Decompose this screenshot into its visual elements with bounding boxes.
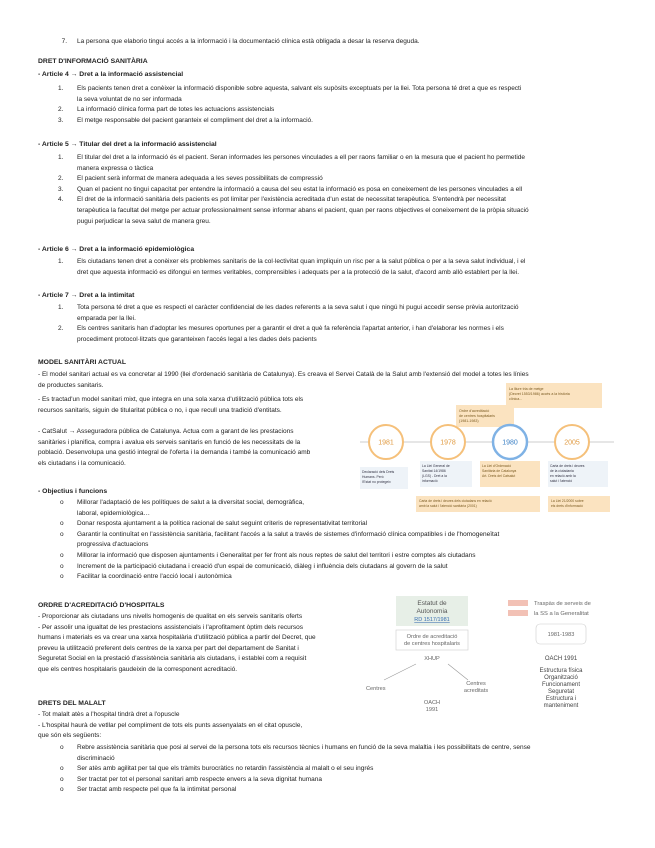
- objective-text: laboral, epidemiològica…: [77, 509, 150, 517]
- objective-text: Millorar l'adaptació de les polítiques de salut a la diversitat social, demogràfica,: [77, 499, 305, 506]
- note-text: Carta de drets i deures dels ciutadans en relació: [419, 499, 492, 503]
- note-text: Declaració dels Drets: [362, 470, 395, 474]
- subsection-title: - Objectius i funcions: [38, 488, 108, 495]
- oach-label: 1991: [425, 707, 439, 713]
- bullet-marker: o: [60, 786, 64, 794]
- year-label: 1978: [440, 439, 456, 447]
- note-text: La Llei 21/2000 sobre: [551, 499, 584, 503]
- document-page: 7. La persona que elaborio tingui accés a la informació i la documentació clínica està obligada a desar la reserva deguda. DRET D'INFORMACIÓ SANITÀRIA - Article 4 → Dret a la informació assistencial 1. Els pacients tenen dret a conèixer la informació disponible sobre aquesta, salvant els supòsits exceptuats per la llei. Tota persona té dret a que es respecti la seva voluntat de no ser informada 2. La informació clínica forma part de totes les actuacions assistencials 3. El metge responsable del pacient garanteix el compliment del dret a la informació. - Article 5 → Titular del dret a la informació assistencial 1. El titular del dret a la informació és el pacient. Seran informades les persones vinculades a ell per raons familiar o en la mesura que el pacient ho permetide manera expressa o tàctica 2. El pacient serà informat de manera adequada a les seves possibilitats de compressió 3. Quan el pacient no tingui capacitat per entendre la informació a causa del seu estat la informació es posa en coneixement de les persones vinculades a ell 4. El dret de la informació sanitària dels pacients es pot limitar per l'existència acreditada d'un estat de necessitat terapèutica. S'entendrà per necessitat terapèutica la facultat del metge per actuar professionalment sense informar abans el pacient, quan per raons objectives el coneixement de la pròpia situació pugui perjudicar la seva salut de manera greu. - Article 6 → Dret a la informació epidemiològica 1. Els ciutadans tenen dret a conèixer els problemes sanitaris de la col·lectivitat quan impliquin un risc per a la salut pública o per a la seva salut individual, i el dret que aquesta informació es difongui en termes veritables, comprensibles i adequats per a la protecció de la salut, d'acord amb allò establert per la llei. - Article 7 → Dret a la intimitat 1. Tota persona té dret a que es respecti el caràcter confidencial de les dades referents a la seva salut i que ningú hi pugui accedir sense prèvia autorització emparada per la llei. 2. Els centres sanitaris han d'adoptar les mesures oportunes per a garantir el dret a què fa referència l'apartat anterior, i han d'elaborar les normes i els procediment protocol·litzats que garanteixen l'accés legal a les dades dels pacients MODEL SANITÀRI ACTUAL - El model sanitari actual es va concretar al 1990 (llei d'ordenació sanitària de Catalunya). Es creava el Servei Català de la Salut amb l'extensió del model a totes les línies de productes sanitaris. - Es tractad'un model sanitari mixt, que integra en una sola xarxa d'utilització pública tots els recursos sanitaris, siguin de titularitat pública o no, i que recull una tradició d'entitats. - CatSalut → Asseguradora pública de Catalunya. Actua com a garant de les prestacions sanitàries i planifica, compra i avalua els serveis sanitaris en funció de les necessitats de la població. Desenvolupa una gestió integral de l'oferta i la demanda i també la comunicació amb els ciutadans i la comunicació. - Objectius i funcions o Millorar l'adaptació de les polítiques de salut a la diversitat social, demogràfica, laboral, epidemiològica… o Donar resposta ajuntament a la política racional de salut seguint criteris de representativitat territorial o Garantir la continuïtat en l'assistència sanitària, facilitant l'accés a la salut a través de sistemes d'informació clínica compatibles i de l'homogeneïtat progressiva d'actuacions o Millorar la informació que disposen ajuntaments i Generalitat per fer front als nous reptes de salut del territori i estre comptes als ciutadans o Increment de la participació ciutadana i creació d'un espai de comunicació, diàleg i influència dels ciutadans al govern de la salut o Facilitar la coordinació entre l'acció local i autonòmica La lliure tria de metge (Decret 1553/1986) accés a la història clínica... Ordre d'acreditació de centres hospitalaris (1981-1983) 1981 1978 1980 2005 Declaració dels Drets Humans. Però l'Estat no protegeix La Llei General de Sanitat 14/1986 (LGS) - Dret a la informació La Llei d'Ordenació Sanitària de Catalunya Art. Drets del Catsalut Carta de drets i deures de la ciutadania en relació amb la salut i l'atenció Carta de drets i deures dels ciutadans en relació amb la salut i l'atenció sanitària (2001) La Llei 21/2000 sobre els drets d'informació ORDRE D'ACREDITACIÓ D'HOSPITALS - Proporcionar als ciutadans uns nivells homogenis de qualitat en els serveis sanitaris oferts - Per assolir una igualtat de les prestacions assistencials i l'aprofitament òptim dels recursos humans i materials es va crear una xarxa hospitalària d'utilització pública a partir del Decret, que preveu la utilització preferent dels centres de la xarxa per part del departament de Sanitat i Seguretat Social en la prestació d'assistència sanitària als ciutadans, i establei com a requisit que els centres hospitalaris gaudeixin de la corresponent acreditació. Estatut de Autonomia RD 1517/1981 Ordre de acreditació de centres hospitalaris Traspàs de serveis de la SS a la Generalitat 1981-1983 XHUP Centres Centres acreditats OACH 1991 OACH 1991 Estructura física Organització Funcionament Seguretat Estructura i manteniment DRETS DEL MALALT - Tot malalt atès a l'hospital tindrà dret a l'opuscle - L'hospital haurà de vetllar pel compliment de tots els punts assenyalats en el citat opuscle, que són els següents: o Rebre assistència sanitària que posi al servei de la persona tots els recursos tècnics i humans en funció de la seva malaltia i les possibilitats de centre, sense discriminació o Ser atès amb agilitat per tal que els tràmits burocràtics no retardin l'assistència al malalt o el seu ingrés o Ser tractat per tot el personal sanitari amb respecte envers a la seva dignitat humana o Ser tractat amb respecte pel que fa la intimitat personal: [0, 0, 655, 848]
- paragraph-line: - Proporcionar als ciutadans uns nivells homogenis de qualitat en els serveis sanitaris oferts: [38, 613, 303, 620]
- note-text: en relació amb la: [550, 474, 576, 478]
- oach-item: Estructura i: [545, 696, 577, 702]
- list-item-text: emparada per la llei.: [77, 314, 136, 322]
- centres-acreditats-label: Centres: [466, 681, 486, 687]
- patient-right-text: Ser tractat amb respecte pel que fa la intimitat personal: [77, 786, 237, 794]
- objective-text: Garantir la continuïtat en l'assistència sanitària, facilitant l'accés a la salut a través de sistemes d'informació clínica compatibles i de l'homogeneïtat: [77, 530, 500, 538]
- objective-text: progressiva d'actuacions: [77, 541, 149, 549]
- xhup-label: XHUP: [424, 656, 440, 662]
- traspas-label: Traspàs de serveis de: [534, 601, 591, 607]
- patient-right-text: Ser atès amb agilitat per tal que els tràmits burocràtics no retardin l'assistència al malalt o el seu ingrés: [77, 765, 374, 773]
- list-number: 1.: [58, 304, 64, 311]
- bullet-marker: o: [60, 499, 64, 506]
- paragraph-line: Seguretat Social en la prestació d'assistència sanitària als ciutadans, i establei com a requisit: [38, 655, 307, 663]
- list-item-text: terapèutica la facultat del metge per actuar professionalment sense informar abans el pacient, quan per raons objectives el coneixement de la pròpia situació: [77, 207, 529, 214]
- paragraph-line: població. Desenvolupa una gestió integral de l'oferta i la demanda i també la comunicació amb: [38, 449, 311, 457]
- list-number: 1.: [58, 154, 64, 161]
- note-text: La Llei General de: [422, 464, 450, 468]
- note-text: de la ciutadania: [550, 469, 574, 473]
- list-item-text: dret que aquesta informació es difongui en termes veritables, comprensibles i adequats per a la protecció de la salut, d'acord amb allò establert per la llei.: [77, 268, 520, 276]
- note-text: salut i l'atenció: [550, 479, 573, 483]
- list-item-text: El titular del dret a la informació és el pacient. Seran informades les persones vinculades a ell per raons familiar o en la mesura que el pacient ho permetide: [77, 154, 526, 161]
- oach-item: Organització: [544, 675, 578, 681]
- list-number: 1.: [58, 258, 64, 265]
- section-title: DRET D'INFORMACIÓ SANITÀRIA: [38, 58, 148, 65]
- estatut-label: Autonomia: [416, 608, 448, 615]
- paragraph-line: - Es tractad'un model sanitari mixt, que integra en una sola xarxa d'utilització pública tots els: [38, 396, 304, 403]
- year-label: 2005: [564, 439, 580, 447]
- oach-item: Seguretat: [547, 689, 575, 695]
- centres-label: Centres: [366, 686, 386, 692]
- paragraph-line: sanitàries i planifica, compra i avalua els serveis sanitaris en funció de les necessitats de la: [38, 438, 301, 446]
- paragraph-line: - El model sanitari actual es va concretar al 1990 (llei d'ordenació sanitària de Catalunya). Es creava el Servei Català de la Salut amb l'extensió del model a totes les línies: [38, 371, 529, 378]
- list-number: 2.: [58, 175, 64, 183]
- note-text: l'Estat no protegeix: [362, 480, 391, 484]
- note-text: Carta de drets i deures: [550, 464, 585, 468]
- note-text: de centres hospitalaris: [459, 414, 495, 418]
- list-number: 3.: [58, 116, 64, 124]
- patient-right-text: Rebre assistència sanitària que posi al servei de la persona tots els recursos tècnics i humans en funció de la seva malaltia i les possibilitats de centre, sense: [77, 744, 531, 751]
- note-text: Sanitat 14/1986: [422, 469, 446, 473]
- article-title: - Article 4 → Dret a la informació assistencial: [38, 71, 184, 78]
- years-label: 1981-1983: [547, 632, 575, 638]
- article-title: - Article 6 → Dret a la informació epidemiològica: [38, 246, 195, 253]
- patient-right-text: Ser tractat per tot el personal sanitari amb respecte envers a la seva dignitat humana: [77, 775, 322, 783]
- list-item-text: El dret de la informació sanitària dels pacients es pot limitar per l'existència acreditada d'un estat de necessitat terapèutica. S'entendrà per necessitat: [77, 196, 506, 204]
- note-text: clínica...: [509, 397, 523, 401]
- list-item-text: La informació clínica forma part de totes les actuacions assistencials: [77, 106, 275, 114]
- note-text: Humans. Però: [362, 475, 384, 479]
- oach-title: OACH 1991: [544, 656, 578, 662]
- paragraph-line: - Per assolir una igualtat de les prestacions assistencials i l'aprofitament òptim dels recursos: [38, 623, 303, 631]
- bullet-marker: o: [60, 552, 64, 559]
- list-item-text: El metge responsable del pacient garanteix el compliment del dret a la informació.: [77, 116, 313, 124]
- note-text: La Llei d'Ordenació: [482, 464, 512, 468]
- note-text: amb la salut i l'atenció sanitària (2001): [419, 504, 477, 508]
- note-text: informació: [422, 479, 438, 483]
- paragraph-line: - L'hospital haurà de vetllar pel compliment de tots els punts assenyalats en el citat opuscle,: [38, 721, 303, 729]
- ordre-box: [396, 630, 468, 650]
- bullet-marker: o: [60, 562, 64, 570]
- bullet-marker: o: [60, 520, 64, 528]
- legend-swatch: [508, 600, 528, 606]
- article-title: - Article 7 → Dret a la intimitat: [38, 292, 135, 299]
- paragraph-line: que els centres hospitalaris gaudeixin de la corresponent acreditació.: [38, 666, 238, 673]
- note-text: Ordre d'acreditació: [459, 409, 490, 413]
- legend-swatch: [508, 610, 528, 616]
- paragraph-line: - CatSalut → Asseguradora pública de Catalunya. Actua com a garant de les prestacions: [38, 428, 294, 435]
- note-text: Art. Drets del Catsalut: [482, 474, 516, 478]
- oach-item: Funcionament: [541, 682, 581, 688]
- oach-item: manteniment: [543, 703, 579, 709]
- paragraph-line: preveu la utilització preferent dels centres de la xarxa per part del departament de Sanitat i: [38, 644, 299, 652]
- bullet-marker: o: [60, 775, 64, 783]
- objective-text: Millorar la informació que disposen ajuntaments i Generalitat per fer front als nous reptes de salut del territori i estre comptes als ciutadans: [77, 552, 476, 559]
- section-title: MODEL SANITÀRI ACTUAL: [38, 359, 126, 366]
- objective-text: Donar resposta ajuntament a la política racional de salut seguint criteris de representativitat territorial: [77, 520, 368, 528]
- list-item-text: Els ciutadans tenen dret a conèixer els problemes sanitaris de la col·lectivitat quan impliquin un risc per a la salut pública o per a la seva salut individual, i el: [77, 258, 526, 265]
- list-item-text: El pacient serà informat de manera adequada a les seves possibilitats de compressió: [77, 175, 323, 183]
- year-label: 1980: [502, 439, 518, 447]
- list-number: 2.: [58, 325, 64, 333]
- note-text: (1981-1983): [459, 419, 479, 423]
- section-title: ORDRE D'ACREDITACIÓ D'HOSPITALS: [38, 602, 165, 609]
- section-title: DRETS DEL MALALT: [38, 700, 106, 707]
- note-text: (LGS) - Dret a la: [422, 474, 447, 478]
- ordre-label: Ordre de acreditació: [406, 634, 458, 640]
- note-text: Sanitària de Catalunya: [482, 469, 517, 473]
- oach-label: OACH: [423, 700, 441, 706]
- bullet-marker: o: [60, 573, 64, 581]
- paragraph-line: de productes sanitaris.: [38, 381, 104, 389]
- timeline-figure: [356, 381, 618, 518]
- paragraph-line: els ciutadans i la comunicació.: [38, 459, 126, 467]
- list-item-text: Els centres sanitaris han d'adoptar les mesures oportunes per a garantir el dret a què fa referència l'apartat anterior, i han d'elaborar les normes i els: [77, 325, 504, 333]
- list-item-text: procediment protocol·litzats que garanteixen l'accés legal a les dades dels pacients: [77, 335, 317, 343]
- oach-item: Estructura física: [539, 668, 583, 674]
- note-text: (Decret 1553/1986) accés a la història: [509, 392, 570, 396]
- year-label: 1981: [378, 439, 394, 447]
- paragraph-line: que són els següents:: [38, 732, 102, 740]
- patient-right-text: discriminació: [77, 754, 115, 762]
- objective-text: Facilitar la coordinació entre l'acció local i autonòmica: [77, 573, 232, 581]
- paragraph-line: recursos sanitaris, siguin de titularitat pública o no, i que recull una tradició d'entitats.: [38, 406, 282, 414]
- bullet-marker: o: [60, 765, 64, 773]
- estatut-label: Estatut de: [417, 600, 447, 607]
- ordre-label: de centres hospitalaris: [404, 641, 460, 647]
- paragraph-line: humans i materials es va crear una xarxa hospitalària d'utilització pública a partir del Decret, que: [38, 634, 316, 642]
- note-text: els drets d'informació: [551, 504, 583, 508]
- list-item-text: Quan el pacient no tingui capacitat per entendre la informació a causa del seu estat la informació es posa en coneixement de les persones vinculades a ell: [77, 185, 523, 193]
- list-number: 4.: [58, 196, 64, 204]
- list-item-text: manera expressa o tàctica: [77, 164, 154, 172]
- traspas-label: la SS a la Generalitat: [534, 611, 589, 617]
- note-text: La lliure tria de metge: [509, 387, 544, 391]
- bullet-marker: o: [60, 530, 64, 538]
- list-number: 2.: [58, 106, 64, 114]
- list-item-text: Els pacients tenen dret a conèixer la informació disponible sobre aquesta, salvant els supòsits exceptuats per la llei. Tota persona té dret a que es respecti: [77, 85, 522, 92]
- objective-text: Increment de la participació ciutadana i creació d'un espai de comunicació, diàleg i influència dels ciutadans al govern de la salut: [77, 562, 448, 570]
- list-item-text: pugui perjudicar la seva salut de manera greu.: [77, 217, 211, 225]
- list-number: 1.: [58, 85, 64, 92]
- paragraph-line: - Tot malalt atès a l'hospital tindrà dret a l'opuscle: [38, 711, 180, 718]
- list-number: 3.: [58, 185, 64, 193]
- centres-acreditats-label: acreditats: [463, 688, 489, 694]
- article-title: - Article 5 → Titular del dret a la informació assistencial: [38, 141, 217, 148]
- list-item-text: Tota persona té dret a que es respecti el caràcter confidencial de les dades referents a la seva salut i que ningú hi pugui accedir sense prèvia autorització: [77, 304, 519, 311]
- list-item-text: la seva voluntat de no ser informada: [77, 95, 182, 103]
- timeline-svg: [356, 381, 618, 518]
- rd-link[interactable]: RD 1517/1981: [414, 617, 450, 623]
- bullet-marker: o: [60, 744, 64, 751]
